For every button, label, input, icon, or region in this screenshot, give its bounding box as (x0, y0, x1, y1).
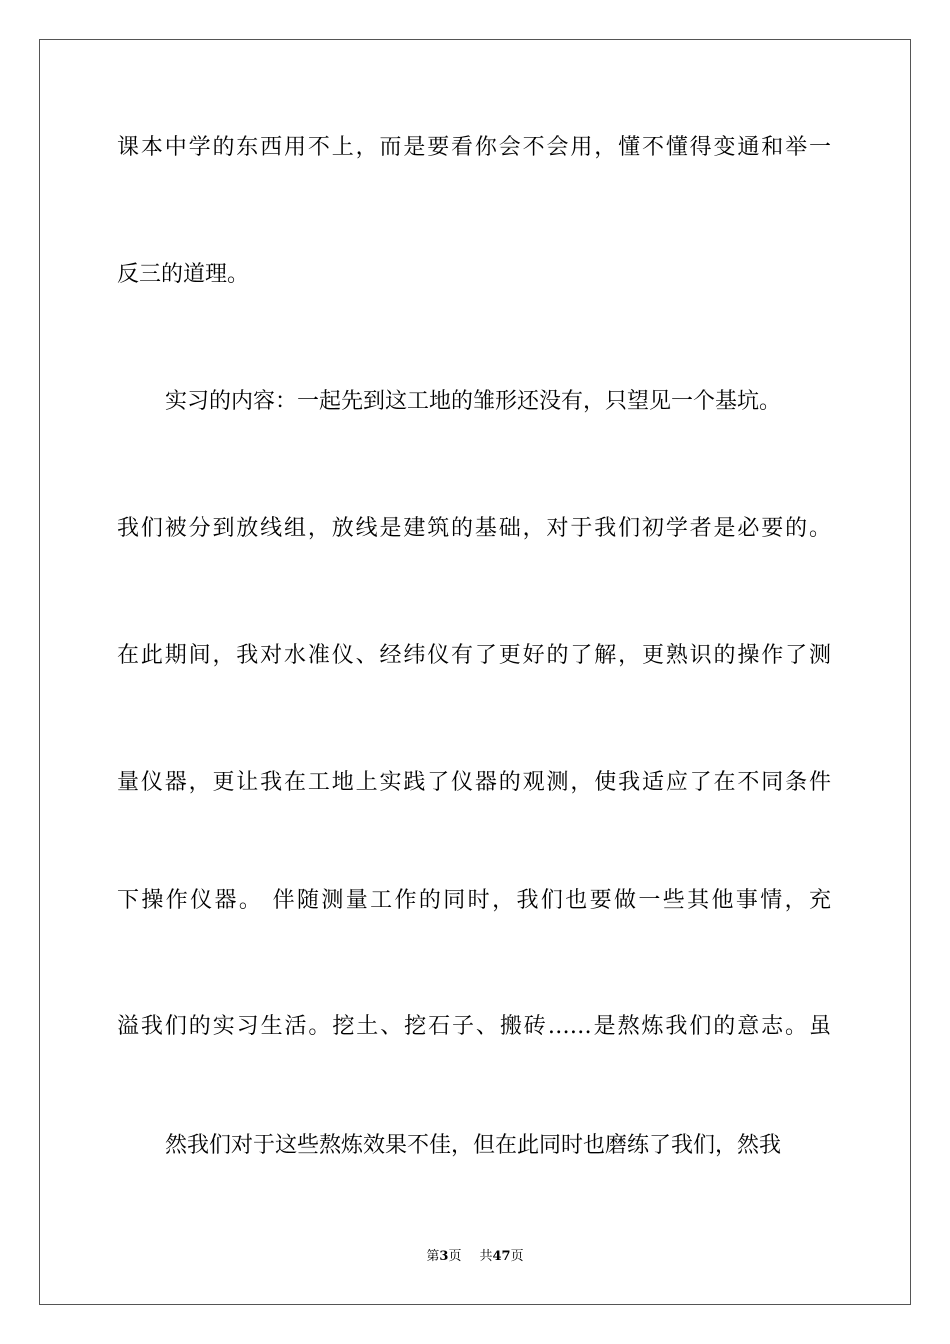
text-line: 溢我们的实习生活。挖土、挖石子、搬砖……是熬炼我们的意志。虽 (117, 1014, 831, 1039)
text-line: 课本中学的东西用不上，而是要看你会不会用，懂不懂得变通和举一 (117, 135, 831, 160)
text-line: 反三的道理。 (117, 262, 250, 287)
page-footer (0, 1248, 950, 1266)
paragraph-first-line: 然我们对于这些熬炼效果不佳，但在此同时也磨练了我们，然我 (165, 1133, 782, 1158)
page-label-suffix: 页 (448, 1249, 462, 1264)
paragraph-first-line: 实习的内容：一起先到这工地的雏形还没有，只望见一个基坑。 (165, 389, 782, 414)
total-label-suffix: 页 (510, 1249, 524, 1264)
total-pages: 47 (492, 1249, 511, 1264)
text-line: 量仪器，更让我在工地上实践了仪器的观测，使我适应了在不同条件 (117, 770, 831, 795)
total-label-prefix: 共 (479, 1249, 493, 1264)
page-label-prefix: 第 (426, 1249, 440, 1264)
text-line: 下操作仪器。 伴随测量工作的同时，我们也要做一些其他事情，充 (117, 888, 831, 913)
text-line: 我们被分到放线组，放线是建筑的基础，对于我们初学者是必要的。 (117, 516, 831, 541)
text-line: 在此期间，我对水准仪、经纬仪有了更好的了解，更熟识的操作了测 (117, 643, 831, 668)
page-number: 3 (439, 1249, 449, 1264)
